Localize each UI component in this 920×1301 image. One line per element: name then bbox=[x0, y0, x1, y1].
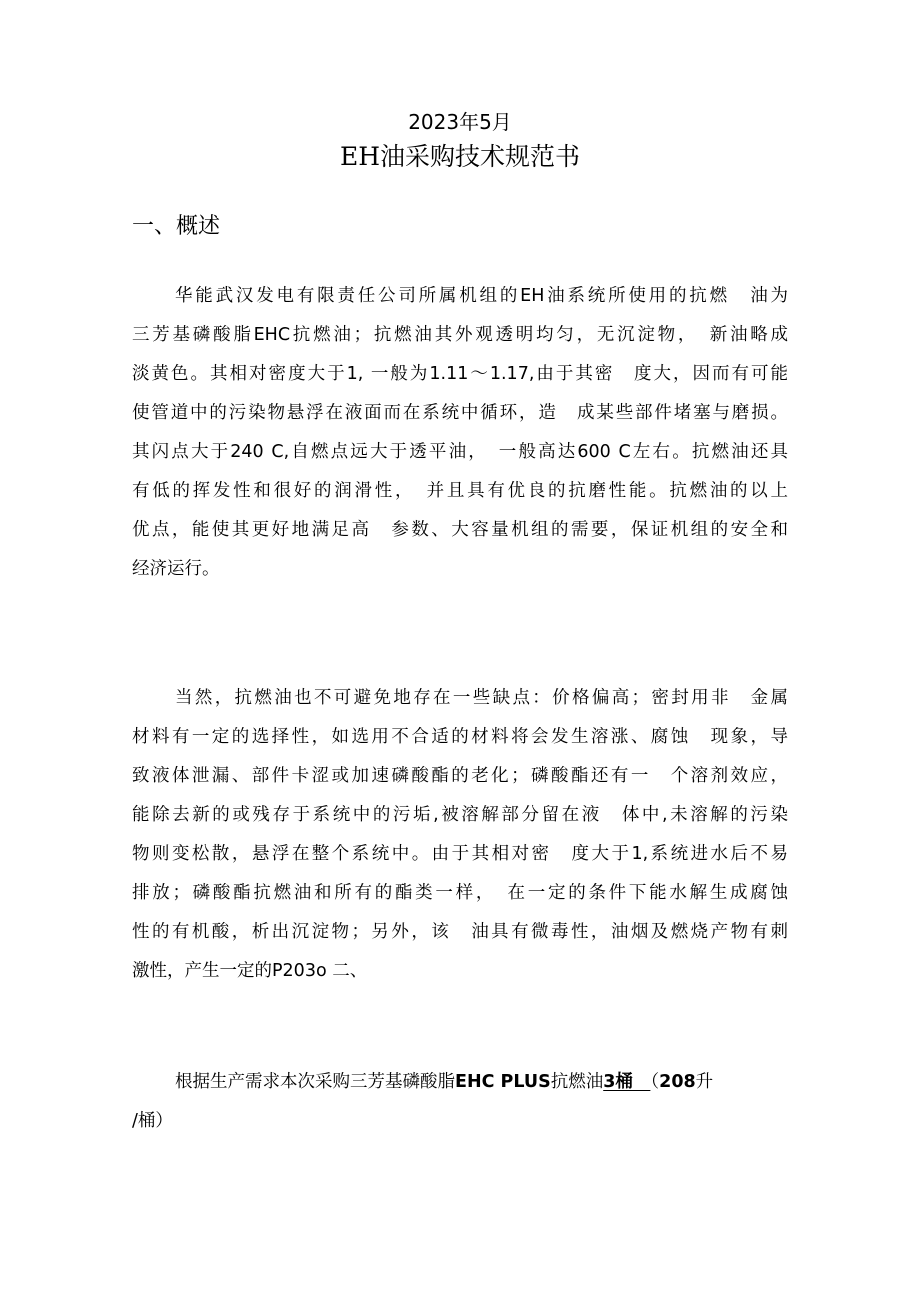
purchase-line bbox=[132, 1063, 788, 1102]
paragraph-line: 其闪点大于240 C,自燃点远大于透平油， 一般高达600 C左右。抗燃油还具 bbox=[132, 442, 788, 462]
paragraph-line: 致液体泄漏、部件卡涩或加速磷酸酯的老化；磷酸酯还有一 个溶剂效应， bbox=[132, 766, 788, 786]
section-heading-overview: 一、概述 bbox=[132, 214, 221, 239]
purchase-suffix: （ bbox=[650, 1072, 660, 1092]
paragraph-line: 排放；磷酸酯抗燃油和所有的酯类一样， 在一定的条件下能水解生成腐蚀 bbox=[132, 883, 788, 903]
paragraph-drawbacks bbox=[132, 679, 788, 991]
paragraph-line: 使管道中的污染物悬浮在液面而在系统中循环，造 成某些部件堵塞与磨损。 bbox=[132, 403, 788, 423]
purchase-volume: 208 bbox=[659, 1072, 696, 1092]
purchase-volume-unit: 升 bbox=[695, 1072, 714, 1092]
paragraph-line: 三芳基磷酸脂EHC抗燃油；抗燃油其外观透明均匀，无沉淀物， 新油略成 bbox=[132, 325, 788, 345]
document-title: EH油采购技术规范书 bbox=[339, 142, 581, 171]
purchase-prefix: 根据生产需求本次采购三芳基磷酸脂 bbox=[175, 1072, 455, 1092]
document-date: 2023年5月 bbox=[408, 110, 512, 134]
paragraph-line: 能除去新的或残存于系统中的污垢,被溶解部分留在液 体中,未溶解的污染 bbox=[132, 805, 788, 825]
paragraph-line: 当然，抗燃油也不可避免地存在一些缺点：价格偏高；密封用非 金属 bbox=[175, 688, 788, 708]
paragraph-line: 华能武汉发电有限责任公司所属机组的EH油系统所使用的抗燃 油为 bbox=[175, 286, 788, 306]
purchase-mid: 抗燃油 bbox=[550, 1072, 604, 1092]
purchase-line-continued: /桶） bbox=[132, 1111, 173, 1131]
paragraph-overview bbox=[132, 277, 788, 589]
product-name: EHC PLUS bbox=[455, 1072, 551, 1092]
paragraph-line: 优点，能使其更好地满足高 参数、大容量机组的需要，保证机组的安全和 bbox=[132, 520, 788, 540]
purchase-quantity: 3桶 bbox=[603, 1072, 651, 1092]
paragraph-line: 性的有机酸，析出沉淀物；另外，该 油具有微毒性，油烟及燃烧产物有刺 bbox=[132, 922, 788, 942]
paragraph-line: 经济运行。 bbox=[132, 559, 220, 579]
paragraph-line: 有低的挥发性和很好的润滑性， 并且具有优良的抗磨性能。抗燃油的以上 bbox=[132, 481, 788, 501]
paragraph-line: 激性，产生一定的P203o 二、 bbox=[132, 961, 368, 981]
paragraph-line: 淡黄色。其相对密度大于1, 一般为1.11～1.17,由于其密 度大，因而有可能 bbox=[132, 364, 788, 384]
paragraph-line: 材料有一定的选择性，如选用不合适的材料将会发生溶涨、腐蚀 现象，导 bbox=[132, 727, 788, 747]
paragraph-purchase-requirement bbox=[132, 1063, 788, 1141]
paragraph-line: 物则变松散，悬浮在整个系统中。由于其相对密 度大于1,系统进水后不易 bbox=[132, 844, 788, 864]
